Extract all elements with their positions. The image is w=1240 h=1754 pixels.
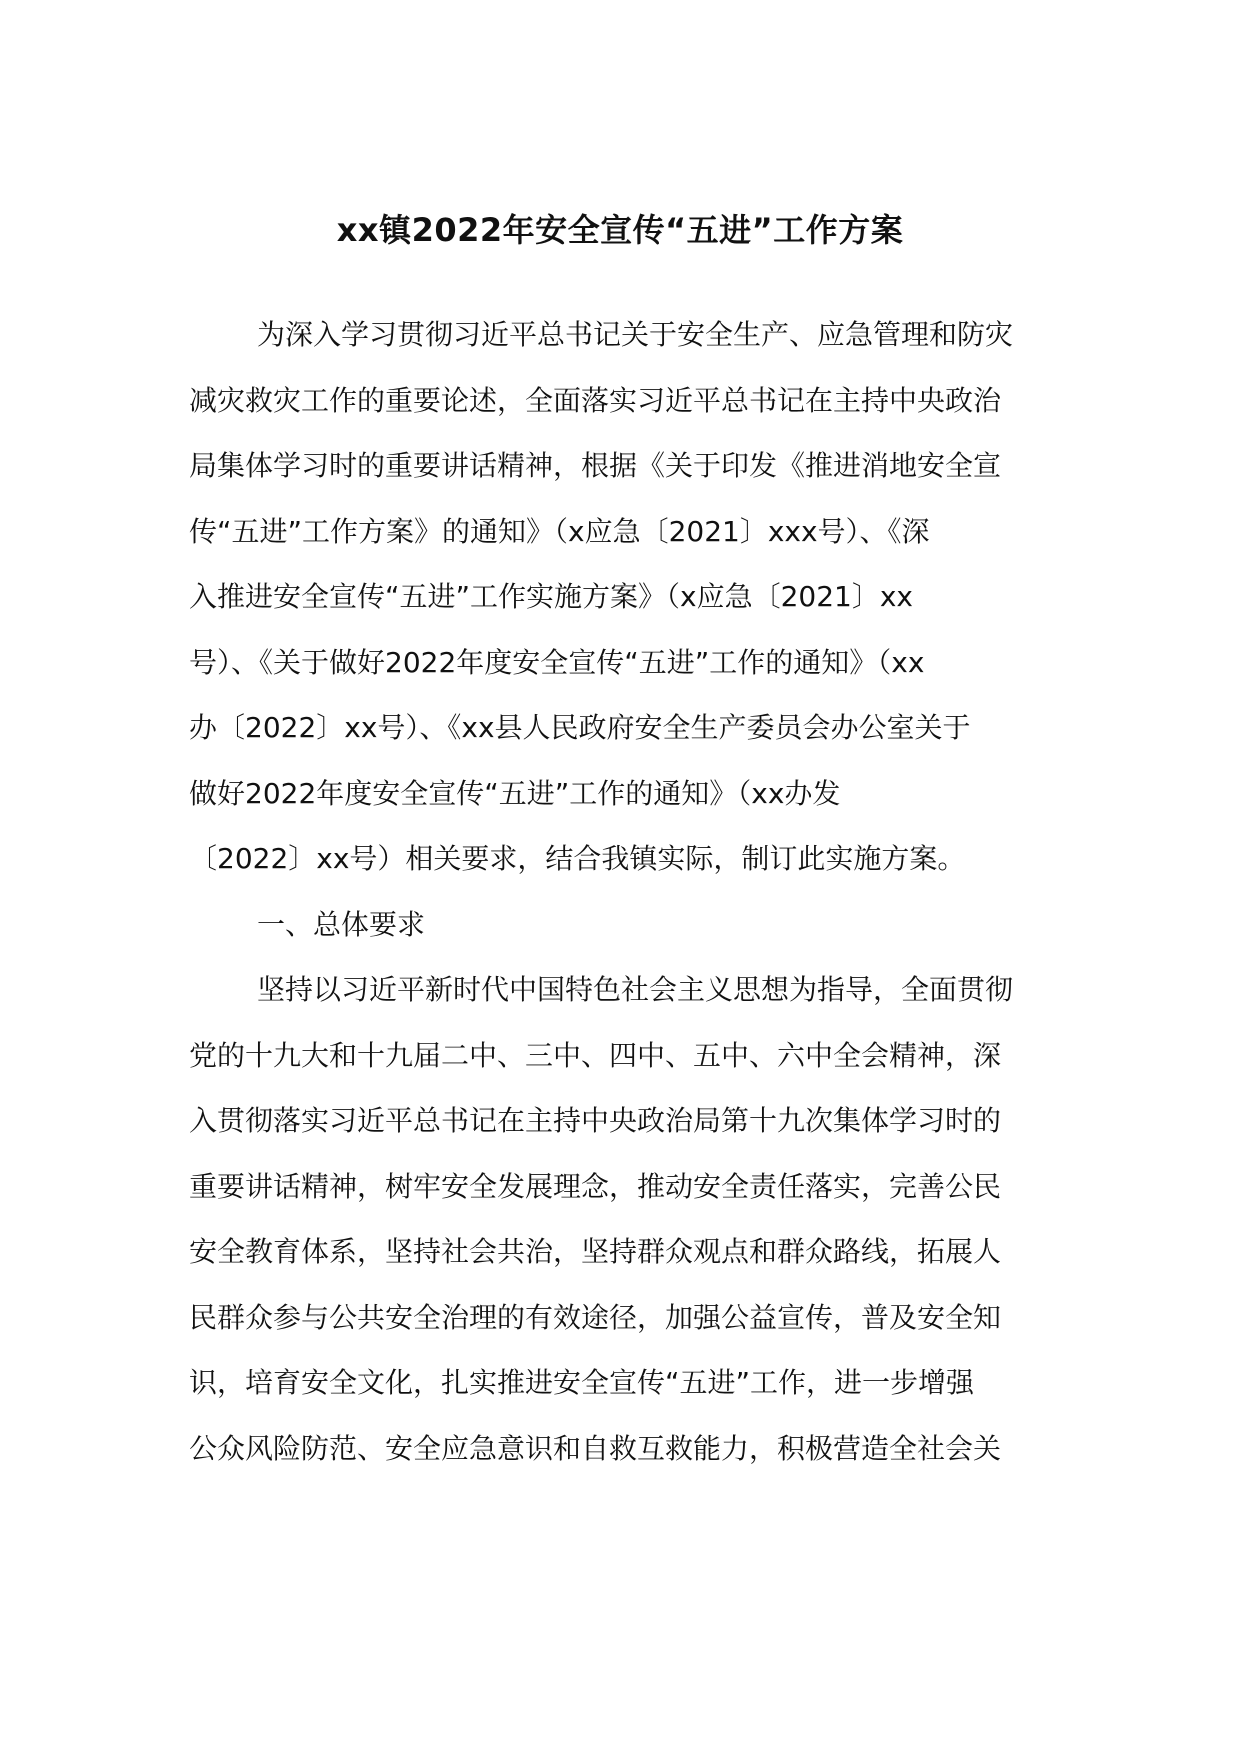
document-body bbox=[189, 302, 1052, 1481]
document-title: xx镇2022年安全宣传“五进”工作方案 bbox=[336, 211, 904, 249]
paragraph-general-requirements: 坚持以习近平新时代中国特色社会主义思想为指导，全面贯彻 党的十九大和十九届二中、三中、四中、五中、六中全会精神，深 入贯彻落实习近平总书记在主持中央政治局第十九次集体学习时的 重要讲话精神，树牢安全发展理念，推动安全责任落实，完善公民 安全教育体系，坚持社会共治，坚持群众观点和群众路线，拓展人 民群众参与公共安全治理的有效途径，加强公益宣传，普及安全知 识，培育安全文化，扎实推进安全宣传“五进”工作，进一步增强 公众风险防范、安全应急意识和自救互救能力，积极营造全社会关 bbox=[189, 973, 1014, 1465]
section-heading-general-requirements: 一、总体要求 bbox=[257, 907, 426, 941]
paragraph-intro: 为深入学习贯彻习近平总书记关于安全生产、应急管理和防灾 减灾救灾工作的重要论述，全面落实习近平总书记在主持中央政治 局集体学习时的重要讲话精神，根据《关于印发《推进消地安全宣 传“五进”工作方案》的通知》（x应急〔2021〕xxx号）、《深 入推进安全宣传“五进”工作实施方案》（x应急〔2021〕xx 号）、《关于做好2022年度安全宣传“五进”工作的通知》（xx 办〔2022〕xx号）、《xx县人民政府安全生产委员会办公室关于 做好2022年度安全宣传“五进”工作的通知》（xx办发 〔2022〕xx号）相关要求，结合我镇实际，制订此实施方案。 bbox=[189, 318, 1014, 875]
